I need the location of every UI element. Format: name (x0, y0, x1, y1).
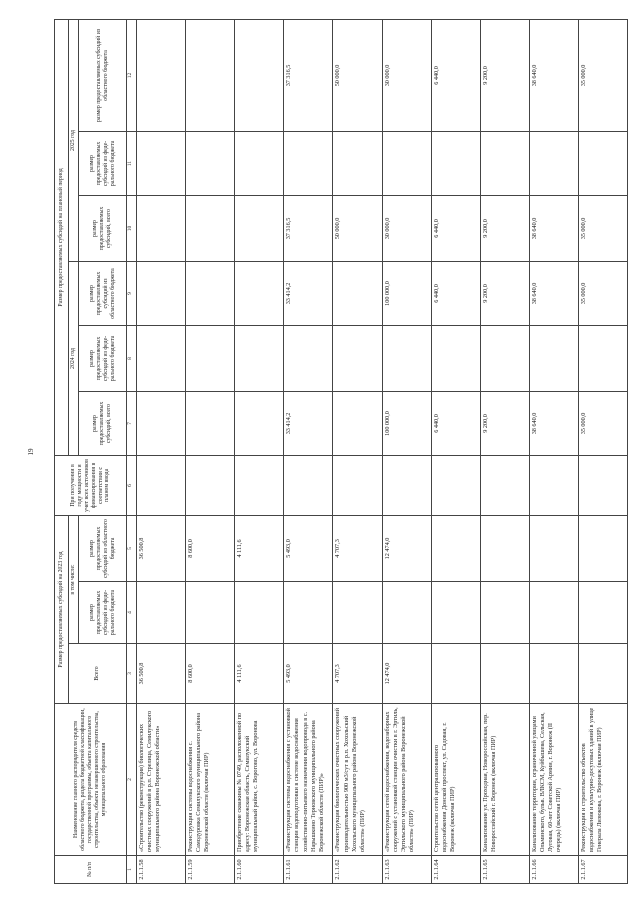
fed-2023-cell (333, 582, 382, 644)
reg-2024-cell (333, 261, 382, 325)
reg-2024-header: размер предоставляемых субсидий из областного бюджета (79, 261, 127, 325)
fed-2023-cell (137, 582, 186, 644)
row-name: Реконструкция и строительство объектов водоснабжения и культурно-досуговых зданий в улице Генерала Лизюкова, г. Воронеж (включая ПИР) (578, 704, 627, 856)
reg-2023-cell (578, 515, 627, 581)
table-row (382, 19, 431, 883)
fed-2025-cell (284, 131, 333, 195)
total-2024-cell: 6 440,0 (431, 391, 480, 455)
priority-cell (333, 455, 382, 515)
reg-2024-cell: 35 000,0 (578, 261, 627, 325)
fed-2024-cell (480, 325, 529, 391)
col-index: 12 (127, 19, 137, 131)
fed-2023-cell (431, 582, 480, 644)
total-2025-cell: 9 200,0 (480, 195, 529, 261)
fed-2025-cell (431, 131, 480, 195)
row-name: «Строительство (реконструкция) биологических очистных сооружений в р.п. Стрелица, Семилукского муниципального района Воронежской области» (137, 704, 186, 856)
reg-2025-header: размер предоставляемых субсидий из областного бюджета (79, 19, 127, 131)
fed-2023-cell (235, 582, 284, 644)
table-body (137, 19, 628, 883)
fed-2023-cell (529, 582, 578, 644)
reg-2025-cell: 6 440,0 (431, 19, 480, 131)
priority-cell (382, 455, 431, 515)
table-row (431, 19, 480, 883)
row-number: 2.1.1.65 (480, 856, 529, 884)
total-2025-cell: 38 640,0 (529, 195, 578, 261)
priority-cell (284, 455, 333, 515)
reg-2023-cell: 4 707,3 (333, 515, 382, 581)
fed-2023-cell (284, 582, 333, 644)
reg-2025-cell: 38 640,0 (529, 19, 578, 131)
total-2024-header: размер предоставляемых субсидий, всего (79, 391, 127, 455)
col-index: 3 (127, 644, 137, 704)
col-index: 8 (127, 325, 137, 391)
row-number: 2.1.1.63 (382, 856, 431, 884)
total-2024-cell (137, 391, 186, 455)
row-name: «Реконструкция системы водоснабжения с установкой станции водоподготовки в системе водоснабжения хозяйственно-питьевого назначения водопровода в с. Нарышкино Терновского муниципального района Воронежской области (ПИР)» (284, 704, 333, 856)
row-name: «Реконструкция сетей водоснабжения, водозаборных сооружений с установкой станции очистки в г. Эртиль, Эртильского муниципального района Воронежской области» (ПИР) (382, 704, 431, 856)
reg-2023-cell: 5 493,0 (284, 515, 333, 581)
col-name-header: Наименование главного распорядителя средств областного бюджета, раздела бюджетной классификации, государственной программы, объекта капитального строительства, объекта незавершенного строительства, муниципального образования (55, 704, 127, 856)
reg-2024-cell (186, 261, 235, 325)
reg-2025-cell: 37 316,5 (284, 19, 333, 131)
fed-2025-header: размер предоставляемых субсидий из феде-рального бюджета (79, 131, 127, 195)
total-2025-cell (235, 195, 284, 261)
row-number: 2.1.1.64 (431, 856, 480, 884)
col-index: 9 (127, 261, 137, 325)
row-number: 2.1.1.60 (235, 856, 284, 884)
fed-2025-cell (186, 131, 235, 195)
total-2023-cell: 8 600,0 (186, 644, 235, 704)
reg-2024-cell: 33 414,2 (284, 261, 333, 325)
total-2024-cell: 38 640,0 (529, 391, 578, 455)
fed-2024-cell (578, 325, 627, 391)
table-row (235, 19, 284, 883)
total-2023-cell (480, 644, 529, 704)
col-index: 4 (127, 582, 137, 644)
reg-2025-cell: 35 000,0 (578, 19, 627, 131)
fed-2023-header: размер предоставляемых субсидий из феде-рального бюджета (79, 582, 127, 644)
subsidy-table (54, 19, 628, 884)
reg-2023-cell (431, 515, 480, 581)
reg-2023-cell (529, 515, 578, 581)
priority-header: При получении в году мощности и учет всех источников финансирования в соответствии с планом ввода (55, 455, 127, 515)
row-number: 2.1.1.66 (529, 856, 578, 884)
priority-cell (480, 455, 529, 515)
reg-2024-cell: 38 640,0 (529, 261, 578, 325)
reg-2024-cell (235, 261, 284, 325)
total-2025-header: размер предоставляемых субсидий, всего (79, 195, 127, 261)
fed-2025-cell (529, 131, 578, 195)
total-2025-cell: 50 000,0 (333, 195, 382, 261)
total-2023-cell (529, 644, 578, 704)
row-name: Канализование ул. Проходная, Новороссийская, пер. Новороссийский г. Воронеж (включая ПИР) (480, 704, 529, 856)
priority-cell (235, 455, 284, 515)
page-number: 19 (27, 448, 35, 456)
col-index: 5 (127, 515, 137, 581)
total-2024-cell: 33 414,2 (284, 391, 333, 455)
total-2024-cell (186, 391, 235, 455)
row-name: Канализование территории, ограниченной улицами Ольминского, бульв. ВЛКСМ, Куйбышева, Сельская, Луговая, 60-лет Советской Армии, г. Воронеж (II очередь) (включая ПИР) (529, 704, 578, 856)
priority-cell (186, 455, 235, 515)
fed-2025-cell (333, 131, 382, 195)
incl-header: в том числе: (69, 515, 79, 643)
year-2025-header: 2025 год (69, 19, 79, 261)
fed-2025-cell (480, 131, 529, 195)
table-row (578, 19, 627, 883)
fed-2023-cell (480, 582, 529, 644)
reg-2025-cell: 30 000,0 (382, 19, 431, 131)
total-2023-cell: 5 493,0 (284, 644, 333, 704)
reg-2025-cell: 50 000,0 (333, 19, 382, 131)
row-name: Строительство сетей централизованного водоснабжения Донской проспект, ул. Садовая, г. Воронеж (включая ПИР) (431, 704, 480, 856)
reg-2024-cell: 100 000,0 (382, 261, 431, 325)
table-row (480, 19, 529, 883)
reg-2023-cell: 12 474,0 (382, 515, 431, 581)
col-num-header: № п/п (55, 856, 127, 884)
reg-2025-cell (235, 19, 284, 131)
col-index: 6 (127, 455, 137, 515)
priority-cell (137, 455, 186, 515)
total-2023-cell (578, 644, 627, 704)
reg-2023-header: размер предоставляемых субсидий из областного бюджета (79, 515, 127, 581)
row-number: 2.1.1.59 (186, 856, 235, 884)
total-2025-cell (186, 195, 235, 261)
fed-2024-cell (284, 325, 333, 391)
col-index: 2 (127, 704, 137, 856)
row-name: Реконструкция системы водоснабжения с. Самодуровка Семилукского муниципального района Воронежской области (включая ПИР) (186, 704, 235, 856)
row-number: 2.1.1.62 (333, 856, 382, 884)
table-row (137, 19, 186, 883)
fed-2025-cell (578, 131, 627, 195)
total-2025-cell: 35 000,0 (578, 195, 627, 261)
total-2024-cell (235, 391, 284, 455)
reg-2023-cell (480, 515, 529, 581)
column-index-row (127, 19, 137, 883)
total-2025-cell: 37 316,5 (284, 195, 333, 261)
total-2024-cell: 9 200,0 (480, 391, 529, 455)
total-2023-cell: 12 474,0 (382, 644, 431, 704)
total-2023-cell (431, 644, 480, 704)
priority-cell (529, 455, 578, 515)
fed-2025-cell (382, 131, 431, 195)
reg-2023-cell: 36 500,8 (137, 515, 186, 581)
table-row (333, 19, 382, 883)
fed-2024-cell (382, 325, 431, 391)
fed-2024-header: размер предоставляемых субсидий из феде-рального бюджета (79, 325, 127, 391)
total-2024-cell: 35 000,0 (578, 391, 627, 455)
fed-2024-cell (333, 325, 382, 391)
row-number: 2.1.1.61 (284, 856, 333, 884)
total-2025-cell (137, 195, 186, 261)
fed-2023-cell (382, 582, 431, 644)
col-index: 11 (127, 131, 137, 195)
table-row (186, 19, 235, 883)
reg-2023-cell: 8 600,0 (186, 515, 235, 581)
total-2023-cell: 4 111,6 (235, 644, 284, 704)
reg-2025-cell: 9 200,0 (480, 19, 529, 131)
total-2025-cell: 30 000,0 (382, 195, 431, 261)
row-number: 2.1.1.67 (578, 856, 627, 884)
reg-2023-cell: 4 111,6 (235, 515, 284, 581)
reg-2025-cell (137, 19, 186, 131)
total-2023-cell: 36 500,8 (137, 644, 186, 704)
table-row (529, 19, 578, 883)
col-index: 10 (127, 195, 137, 261)
col-index: 7 (127, 391, 137, 455)
reg-2024-cell: 9 200,0 (480, 261, 529, 325)
total-2023-cell: 4 707,3 (333, 644, 382, 704)
row-number: 2.1.1.58 (137, 856, 186, 884)
group-plan-header: Размер предоставляемых субсидий на плановый период (55, 19, 69, 455)
fed-2025-cell (137, 131, 186, 195)
priority-cell (578, 455, 627, 515)
priority-cell (431, 455, 480, 515)
reg-2025-cell (186, 19, 235, 131)
row-name: «Реконструкция биологических очистных сооружений производительностью 900 м3/сут в р.п. Хохольский Хохольского муниципального района Воронежской области» (ПИР) (333, 704, 382, 856)
total-2024-cell (333, 391, 382, 455)
reg-2024-cell (137, 261, 186, 325)
year-2024-header: 2024 год (69, 261, 79, 455)
fed-2024-cell (235, 325, 284, 391)
total-2025-cell: 6 440,0 (431, 195, 480, 261)
fed-2023-cell (578, 582, 627, 644)
total-2023-header: Всего (69, 644, 127, 704)
fed-2024-cell (137, 325, 186, 391)
total-2024-cell: 100 000,0 (382, 391, 431, 455)
fed-2024-cell (186, 325, 235, 391)
fed-2025-cell (235, 131, 284, 195)
rotated-table-container (54, 20, 628, 884)
fed-2024-cell (431, 325, 480, 391)
group-2023-header: Размер предоставляемых субсидий на 2023 год (55, 515, 69, 703)
reg-2024-cell: 6 440,0 (431, 261, 480, 325)
row-name: Приобретение скважины № 0749, расположенной по адресу: Воронежская область, Семилукский муниципальный район, с. Ворогово, ул. Воронова (235, 704, 284, 856)
fed-2023-cell (186, 582, 235, 644)
col-index: 1 (127, 856, 137, 884)
fed-2024-cell (529, 325, 578, 391)
table-row (284, 19, 333, 883)
